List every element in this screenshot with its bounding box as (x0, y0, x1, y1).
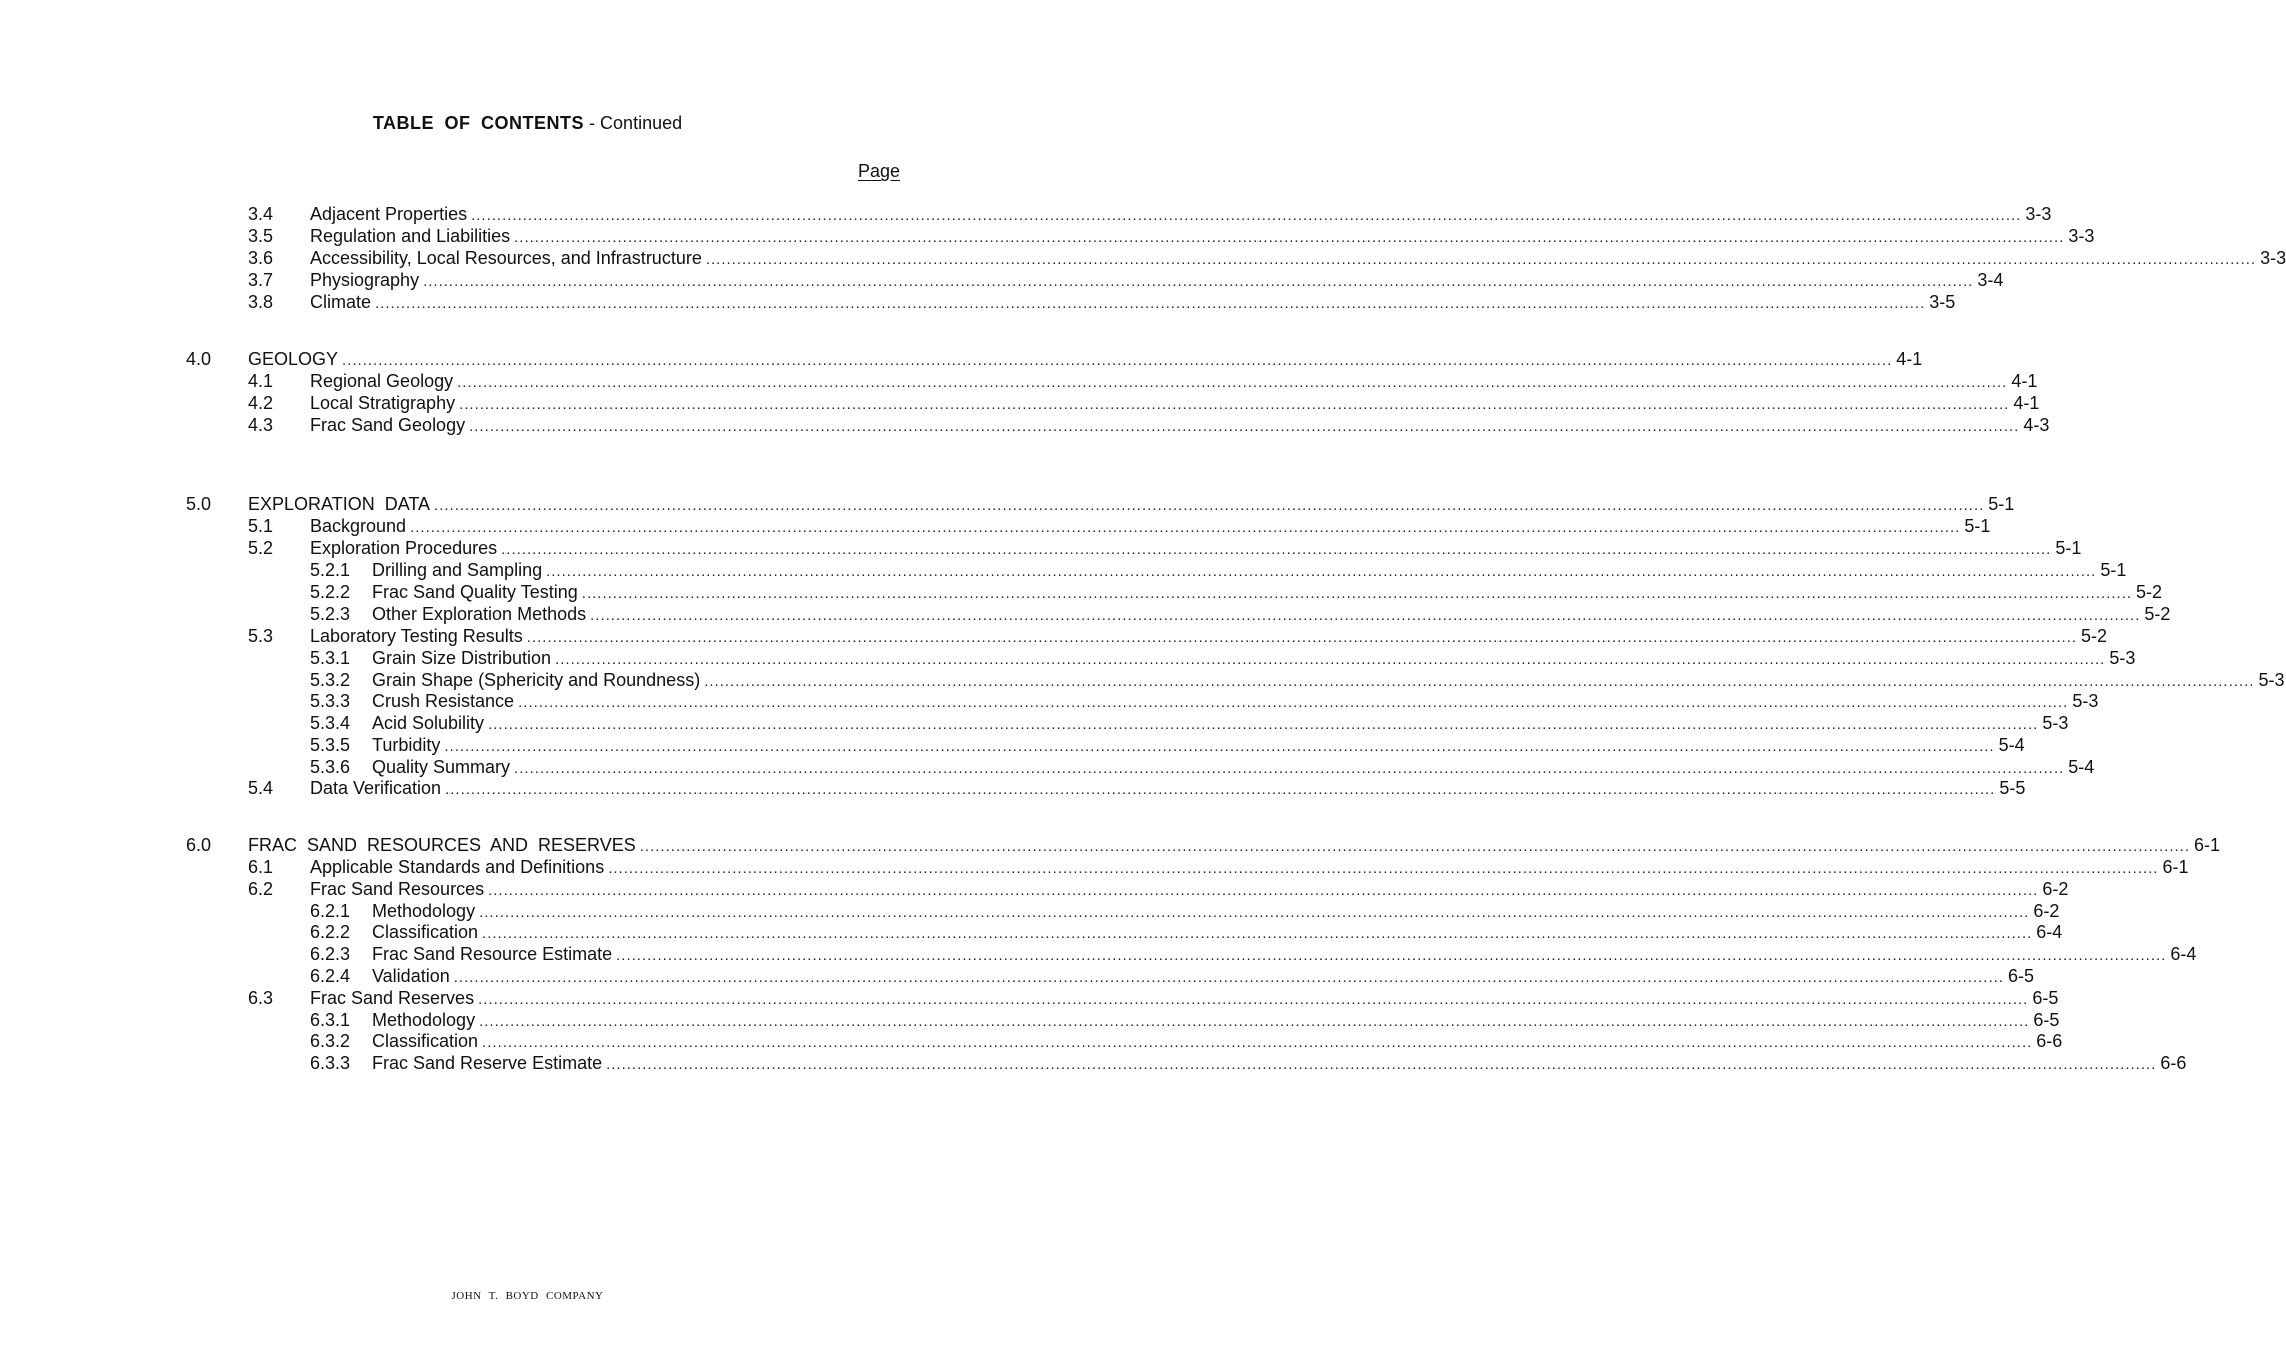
toc-entry-number: 5.0 (186, 494, 212, 514)
toc-entry-number: 6.2.4 (310, 966, 351, 986)
dot-leader: ............................................................................................................................................................................................................................................................................................................ (342, 352, 1893, 369)
toc-entry-page: 5-1 (2055, 538, 2082, 558)
toc-entry-number: 5.3.1 (310, 648, 351, 668)
toc-entry-title: Methodology (372, 901, 476, 921)
dot-leader: ............................................................................................................................................................................................................................................................................................................ (616, 947, 2167, 964)
toc-entry-page: 5-1 (2100, 560, 2127, 580)
toc-entry-number: 6.2.2 (310, 922, 351, 942)
toc-entry-page: 4-1 (1896, 349, 1923, 369)
toc-entry-page: 5-2 (2081, 626, 2108, 646)
toc-entry-page: 5-1 (1964, 516, 1991, 536)
toc-entry-title: Regulation and Liabilities (310, 226, 511, 246)
toc-entry-section[interactable] (186, 834, 2221, 856)
toc-entry-title: Frac Sand Reserves (310, 988, 475, 1008)
toc-entry-page: 5-2 (2144, 604, 2171, 624)
toc-entry-page: 3-3 (2068, 226, 2095, 246)
toc-entry-number: 6.2.3 (310, 944, 351, 964)
toc-entry-page: 5-5 (1999, 778, 2026, 798)
dot-leader: ............................................................................................................................................................................................................................................................................................................ (469, 418, 2020, 435)
toc-entry-title: Frac Sand Resource Estimate (372, 944, 613, 964)
dot-leader: ............................................................................................................................................................................................................................................................................................................ (606, 1056, 2157, 1073)
dot-leader: ............................................................................................................................................................................................................................................................................................................ (453, 969, 2004, 986)
dot-leader: ............................................................................................................................................................................................................................................................................................................ (501, 541, 2052, 558)
toc-entry-title: Frac Sand Geology (310, 415, 466, 435)
toc-entry-page: 5-3 (2042, 713, 2069, 733)
toc-entry-sub[interactable] (310, 1009, 2060, 1031)
toc-entry[interactable] (248, 225, 2095, 247)
dot-leader: ............................................................................................................................................................................................................................................................................................................ (488, 882, 2039, 899)
toc-entry-page: 5-3 (2072, 691, 2099, 711)
toc-entry-title: Validation (372, 966, 450, 986)
dot-leader: ............................................................................................................................................................................................................................................................................................................ (482, 925, 2033, 942)
toc-entry-sub[interactable] (310, 1052, 2187, 1074)
toc-entry-number: 5.2.1 (310, 560, 351, 580)
toc-entry-page: 5-3 (2258, 670, 2285, 690)
toc-entry[interactable] (248, 515, 1991, 537)
toc-entry-page: 3-5 (1929, 292, 1956, 312)
toc-entry-title: EXPLORATION DATA (248, 494, 431, 514)
toc-entry-title: Applicable Standards and Definitions (310, 857, 605, 877)
toc-entry-title: Crush Resistance (372, 691, 515, 711)
page-title (0, 113, 1055, 134)
toc-entry-number: 6.3.1 (310, 1010, 351, 1030)
toc-entry[interactable] (248, 414, 2050, 436)
toc-entry-title: Frac Sand Resources (310, 879, 485, 899)
dot-leader: ............................................................................................................................................................................................................................................................................................................ (514, 760, 2065, 777)
toc-entry-number: 5.4 (248, 778, 274, 798)
toc-entry-number: 6.3.3 (310, 1053, 351, 1073)
toc-entry-number: 5.3 (248, 626, 274, 646)
title-main: TABLE OF CONTENTS (372, 113, 585, 133)
toc-entry-number: 6.3.2 (310, 1031, 351, 1051)
toc-entry-title: GEOLOGY (248, 349, 339, 369)
toc-entry-title: Climate (310, 292, 372, 312)
toc-entry-title: Drilling and Sampling (372, 560, 543, 580)
toc-entry-title: Grain Size Distribution (372, 648, 552, 668)
dot-leader: ............................................................................................................................................................................................................................................................................................................ (478, 991, 2029, 1008)
toc-entry-title: Classification (372, 1031, 479, 1051)
toc-entry-title: Accessibility, Local Resources, and Infrastructure (310, 248, 702, 268)
toc-entry-number: 5.2 (248, 538, 274, 558)
toc-entry-title: Quality Summary (372, 757, 511, 777)
toc-entry-number: 4.3 (248, 415, 274, 435)
toc-entry-number: 5.3.4 (310, 713, 351, 733)
toc-entry-number: 5.2.3 (310, 604, 351, 624)
dot-leader: ............................................................................................................................................................................................................................................................................................................ (482, 1034, 2033, 1051)
toc-entry-number: 5.3.2 (310, 670, 351, 690)
toc-entry-number: 3.4 (248, 204, 274, 224)
toc-entry-page: 6-6 (2036, 1031, 2063, 1051)
toc-entry-page: 3-4 (1977, 270, 2004, 290)
dot-leader: ............................................................................................................................................................................................................................................................................................................ (445, 781, 1996, 798)
toc-entry-number: 6.3 (248, 988, 274, 1008)
toc-entry-title: Frac Sand Reserve Estimate (372, 1053, 603, 1073)
toc-entry-page: 5-4 (1998, 735, 2025, 755)
toc-entry-sub[interactable] (310, 734, 2025, 756)
toc-entry-page: 6-5 (2007, 966, 2034, 986)
toc-entry-sub[interactable] (310, 712, 2069, 734)
dot-leader: ............................................................................................................................................................................................................................................................................................................ (546, 563, 2097, 580)
toc-entry[interactable] (248, 370, 2038, 392)
toc-entry-sub[interactable] (310, 965, 2034, 987)
toc-entry[interactable] (248, 291, 1956, 313)
dot-leader: ............................................................................................................................................................................................................................................................................................................ (705, 251, 2257, 268)
toc-entry-page: 5-2 (2136, 582, 2163, 602)
toc-entry-page: 3-3 (2025, 204, 2052, 224)
toc-entry-number: 4.2 (248, 393, 274, 413)
toc-entry-sub[interactable] (310, 900, 2060, 922)
toc-entry-sub[interactable] (310, 559, 2127, 581)
toc-entry-page: 6-4 (2170, 944, 2197, 964)
toc-entry-sub[interactable] (310, 921, 2063, 943)
toc-entry-page: 5-1 (1988, 494, 2015, 514)
toc-entry-title: Turbidity (372, 735, 441, 755)
dot-leader: ............................................................................................................................................................................................................................................................................................................ (639, 838, 2191, 855)
dot-leader: ............................................................................................................................................................................................................................................................................................................ (704, 673, 2255, 690)
toc-entry-sub[interactable] (310, 603, 2171, 625)
toc-entry-number: 6.0 (186, 835, 212, 855)
toc-entry[interactable] (248, 247, 2286, 269)
dot-leader: ............................................................................................................................................................................................................................................................................................................ (459, 396, 2010, 413)
toc-entry-page: 6-6 (2160, 1053, 2187, 1073)
toc-entry-page: 5-3 (2109, 648, 2136, 668)
dot-leader: ............................................................................................................................................................................................................................................................................................................ (608, 860, 2159, 877)
toc-entry-number: 5.2.2 (310, 582, 351, 602)
toc-entry[interactable] (248, 987, 2059, 1009)
toc-entry[interactable] (248, 625, 2108, 647)
toc-entry-number: 3.6 (248, 248, 274, 268)
toc-entry-page: 4-1 (2011, 371, 2038, 391)
dot-leader: ............................................................................................................................................................................................................................................................................................................ (423, 273, 1974, 290)
toc-entry-page: 4-3 (2023, 415, 2050, 435)
dot-leader: ............................................................................................................................................................................................................................................................................................................ (444, 738, 1995, 755)
toc-entry[interactable] (248, 203, 2052, 225)
toc-entry-page: 6-2 (2042, 879, 2069, 899)
toc-entry-number: 3.5 (248, 226, 274, 246)
toc-entry-page: 5-4 (2068, 757, 2095, 777)
dot-leader: ............................................................................................................................................................................................................................................................................................................ (410, 519, 1961, 536)
dot-leader: ............................................................................................................................................................................................................................................................................................................ (590, 607, 2141, 624)
toc-entry-number: 5.3.5 (310, 735, 351, 755)
toc-entry-title: Classification (372, 922, 479, 942)
toc-entry-sub[interactable] (310, 669, 2285, 691)
toc-entry-title: Frac Sand Quality Testing (372, 582, 578, 602)
toc-entry[interactable] (248, 537, 2082, 559)
toc-entry-title: Other Exploration Methods (372, 604, 587, 624)
toc-entry-number: 6.2.1 (310, 901, 351, 921)
toc-entry-title: FRAC SAND RESOURCES AND RESERVES (248, 835, 636, 855)
toc-entry-title: Acid Solubility (372, 713, 485, 733)
dot-leader: ............................................................................................................................................................................................................................................................................................................ (375, 295, 1926, 312)
page-column-label: Page (857, 161, 900, 181)
toc-entry-sub[interactable] (310, 756, 2095, 778)
toc-entry-sub[interactable] (310, 943, 2197, 965)
toc-entry-number: 5.1 (248, 516, 274, 536)
dot-leader: ............................................................................................................................................................................................................................................................................................................ (581, 585, 2133, 602)
toc-entry-number: 4.0 (186, 349, 212, 369)
toc-entry-page: 6-5 (2032, 988, 2059, 1008)
toc-entry-title: Physiography (310, 270, 420, 290)
toc-entry-sub[interactable] (310, 1030, 2063, 1052)
toc-entry-number: 5.3.6 (310, 757, 351, 777)
toc-entry-title: Exploration Procedures (310, 538, 498, 558)
dot-leader: ............................................................................................................................................................................................................................................................................................................ (479, 1013, 2030, 1030)
toc-entry[interactable] (248, 392, 2040, 414)
dot-leader: ............................................................................................................................................................................................................................................................................................................ (434, 497, 1985, 514)
dot-leader: ............................................................................................................................................................................................................................................................................................................ (479, 904, 2030, 921)
dot-leader: ............................................................................................................................................................................................................................................................................................................ (555, 651, 2106, 668)
toc-entry-sub[interactable] (310, 690, 2099, 712)
toc-entry-title: Data Verification (310, 778, 442, 798)
toc-entry-section[interactable] (186, 493, 2015, 515)
toc-entry-page: 3-3 (2260, 248, 2286, 268)
toc-entry[interactable] (248, 269, 2004, 291)
toc-entry-page: 6-1 (2162, 857, 2189, 877)
toc-entry-title: Methodology (372, 1010, 476, 1030)
toc-entry-title: Local Stratigraphy (310, 393, 456, 413)
dot-leader: ............................................................................................................................................................................................................................................................................................................ (526, 629, 2078, 646)
toc-entry-number: 6.1 (248, 857, 274, 877)
toc-entry[interactable] (248, 878, 2069, 900)
toc-entry[interactable] (248, 777, 2026, 799)
toc-entry-title: Grain Shape (Sphericity and Roundness) (372, 670, 701, 690)
toc-entry-title: Background (310, 516, 407, 536)
toc-entry-number: 3.8 (248, 292, 274, 312)
title-suffix: - Continued (584, 113, 683, 133)
toc-entry-sub[interactable] (310, 581, 2163, 603)
toc-entry-page: 6-4 (2036, 922, 2063, 942)
toc-entry-number: 5.3.3 (310, 691, 351, 711)
dot-leader: ............................................................................................................................................................................................................................................................................................................ (488, 716, 2039, 733)
toc-entry-page: 6-1 (2194, 835, 2221, 855)
toc-entry[interactable] (248, 856, 2189, 878)
dot-leader: ............................................................................................................................................................................................................................................................................................................ (457, 374, 2008, 391)
toc-entry-number: 6.2 (248, 879, 274, 899)
toc-entry-page: 4-1 (2013, 393, 2040, 413)
toc-entry-number: 3.7 (248, 270, 274, 290)
dot-leader: ............................................................................................................................................................................................................................................................................................................ (514, 229, 2065, 246)
toc-entry-title: Laboratory Testing Results (310, 626, 523, 646)
footer-company: JOHN T. BOYD COMPANY (451, 1290, 604, 1302)
toc-entry-sub[interactable] (310, 647, 2136, 669)
toc-entry-page: 6-2 (2033, 901, 2060, 921)
dot-leader: ............................................................................................................................................................................................................................................................................................................ (518, 694, 2069, 711)
toc-entry-page: 6-5 (2033, 1010, 2060, 1030)
toc-entry-number: 4.1 (248, 371, 274, 391)
dot-leader: ............................................................................................................................................................................................................................................................................................................ (471, 207, 2022, 224)
toc-entry-section[interactable] (186, 348, 1923, 370)
toc-entry-title: Regional Geology (310, 371, 454, 391)
toc-entry-title: Adjacent Properties (310, 204, 468, 224)
